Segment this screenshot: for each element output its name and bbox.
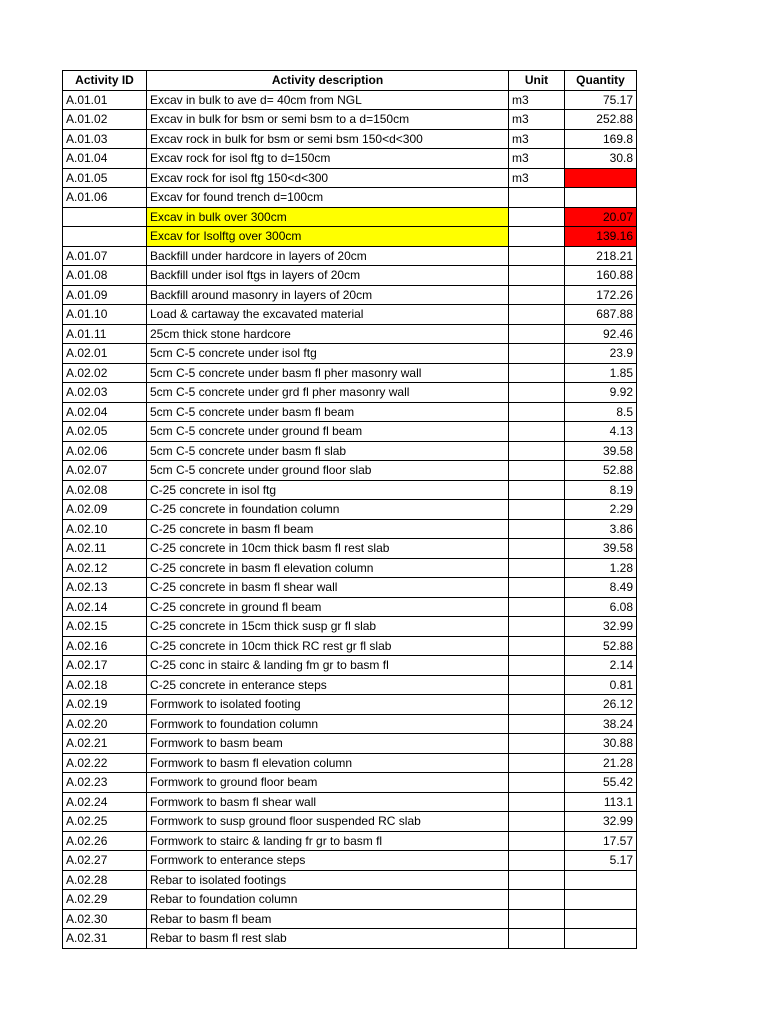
unit-cell[interactable] xyxy=(509,246,565,266)
quantity-cell[interactable]: 8.19 xyxy=(565,480,637,500)
table-row xyxy=(63,753,637,773)
activity-description-cell[interactable]: Backfill under isol ftgs in layers of 20cm xyxy=(147,266,509,286)
unit-cell[interactable] xyxy=(509,285,565,305)
activity-id-cell[interactable] xyxy=(63,227,147,247)
activity-description-cell[interactable]: 5cm C-5 concrete under isol ftg xyxy=(147,344,509,364)
unit-cell[interactable] xyxy=(509,792,565,812)
activity-description-cell[interactable]: Formwork to stairc & landing fr gr to basm fl xyxy=(147,831,509,851)
table-row xyxy=(63,344,637,364)
activity-id-cell[interactable]: A.02.05 xyxy=(63,422,147,442)
quantity-cell[interactable]: 30.8 xyxy=(565,149,637,169)
unit-cell[interactable] xyxy=(509,266,565,286)
quantity-cell[interactable]: 687.88 xyxy=(565,305,637,325)
activity-id-cell[interactable]: A.02.16 xyxy=(63,636,147,656)
activity-id-cell[interactable]: A.02.30 xyxy=(63,909,147,929)
table-row xyxy=(63,285,637,305)
unit-cell[interactable] xyxy=(509,402,565,422)
activity-description-cell[interactable]: Formwork to basm beam xyxy=(147,734,509,754)
table-row xyxy=(63,558,637,578)
activity-id-cell[interactable]: A.02.18 xyxy=(63,675,147,695)
activity-id-cell[interactable]: A.02.29 xyxy=(63,890,147,910)
quantity-cell[interactable]: 9.92 xyxy=(565,383,637,403)
activity-id-cell[interactable]: A.02.02 xyxy=(63,363,147,383)
table-row xyxy=(63,675,637,695)
table-row xyxy=(63,149,637,169)
table-row xyxy=(63,227,637,247)
quantity-cell[interactable] xyxy=(565,168,637,188)
activity-description-cell[interactable]: Excav in bulk for bsm or semi bsm to a d=150cm xyxy=(147,110,509,130)
unit-cell[interactable] xyxy=(509,227,565,247)
activity-id-cell[interactable]: A.02.10 xyxy=(63,519,147,539)
activity-id-cell[interactable]: A.02.04 xyxy=(63,402,147,422)
activity-description-cell[interactable]: Excav rock for isol ftg 150<d<300 xyxy=(147,168,509,188)
quantity-cell[interactable]: 218.21 xyxy=(565,246,637,266)
activity-description-cell[interactable]: 5cm C-5 concrete under ground floor slab xyxy=(147,461,509,481)
quantity-cell[interactable]: 6.08 xyxy=(565,597,637,617)
table-row xyxy=(63,773,637,793)
header-activity-description[interactable]: Activity description xyxy=(147,71,509,91)
quantity-table xyxy=(62,70,637,949)
table-row xyxy=(63,188,637,208)
activity-description-cell[interactable]: Formwork to isolated footing xyxy=(147,695,509,715)
table-row xyxy=(63,870,637,890)
unit-cell[interactable] xyxy=(509,812,565,832)
quantity-cell[interactable]: 17.57 xyxy=(565,831,637,851)
header-row xyxy=(63,71,637,91)
quantity-cell[interactable]: 32.99 xyxy=(565,617,637,637)
table-row xyxy=(63,383,637,403)
unit-cell[interactable]: m3 xyxy=(509,129,565,149)
table-row xyxy=(63,617,637,637)
quantity-cell[interactable]: 55.42 xyxy=(565,773,637,793)
activity-id-cell[interactable]: A.02.26 xyxy=(63,831,147,851)
table-row xyxy=(63,129,637,149)
quantity-cell[interactable] xyxy=(565,870,637,890)
activity-description-cell[interactable]: C-25 concrete in ground fl beam xyxy=(147,597,509,617)
table-row xyxy=(63,890,637,910)
activity-id-cell[interactable]: A.02.31 xyxy=(63,929,147,949)
activity-id-cell[interactable]: A.02.25 xyxy=(63,812,147,832)
quantity-cell[interactable]: 21.28 xyxy=(565,753,637,773)
table-row xyxy=(63,734,637,754)
activity-id-cell[interactable]: A.02.23 xyxy=(63,773,147,793)
unit-cell[interactable] xyxy=(509,636,565,656)
quantity-cell[interactable]: 1.28 xyxy=(565,558,637,578)
activity-description-cell[interactable]: Load & cartaway the excavated material xyxy=(147,305,509,325)
quantity-cell[interactable]: 0.81 xyxy=(565,675,637,695)
quantity-cell[interactable]: 8.49 xyxy=(565,578,637,598)
table-row xyxy=(63,207,637,227)
unit-cell[interactable] xyxy=(509,870,565,890)
table-row xyxy=(63,519,637,539)
activity-description-cell[interactable]: Excav rock for isol ftg to d=150cm xyxy=(147,149,509,169)
quantity-cell[interactable]: 252.88 xyxy=(565,110,637,130)
activity-description-cell[interactable]: 5cm C-5 concrete under grd fl pher masonry wall xyxy=(147,383,509,403)
unit-cell[interactable] xyxy=(509,734,565,754)
activity-id-cell[interactable]: A.02.15 xyxy=(63,617,147,637)
activity-description-cell[interactable]: Rebar to basm fl beam xyxy=(147,909,509,929)
activity-description-cell[interactable]: C-25 concrete in basm fl shear wall xyxy=(147,578,509,598)
quantity-cell[interactable]: 2.14 xyxy=(565,656,637,676)
table-row xyxy=(63,929,637,949)
activity-description-cell[interactable]: C-25 concrete in 10cm thick RC rest gr fl slab xyxy=(147,636,509,656)
quantity-cell[interactable]: 160.88 xyxy=(565,266,637,286)
activity-id-cell[interactable]: A.02.12 xyxy=(63,558,147,578)
table-row xyxy=(63,461,637,481)
activity-id-cell[interactable] xyxy=(63,207,147,227)
activity-id-cell[interactable]: A.01.02 xyxy=(63,110,147,130)
unit-cell[interactable] xyxy=(509,929,565,949)
unit-cell[interactable] xyxy=(509,383,565,403)
table-row xyxy=(63,539,637,559)
activity-description-cell[interactable]: C-25 concrete in basm fl elevation column xyxy=(147,558,509,578)
activity-description-cell[interactable]: C-25 concrete in 15cm thick susp gr fl slab xyxy=(147,617,509,637)
activity-description-cell[interactable]: 5cm C-5 concrete under basm fl slab xyxy=(147,441,509,461)
activity-id-cell[interactable]: A.01.05 xyxy=(63,168,147,188)
activity-description-cell[interactable]: Formwork to foundation column xyxy=(147,714,509,734)
activity-id-cell[interactable]: A.01.11 xyxy=(63,324,147,344)
activity-description-cell[interactable]: C-25 concrete in foundation column xyxy=(147,500,509,520)
table-body xyxy=(63,90,637,948)
activity-description-cell[interactable]: Formwork to basm fl elevation column xyxy=(147,753,509,773)
activity-id-cell[interactable]: A.01.09 xyxy=(63,285,147,305)
table-row xyxy=(63,246,637,266)
quantity-cell[interactable]: 52.88 xyxy=(565,636,637,656)
activity-description-cell[interactable]: 5cm C-5 concrete under basm fl pher masonry wall xyxy=(147,363,509,383)
quantity-cell[interactable]: 23.9 xyxy=(565,344,637,364)
quantity-cell[interactable]: 75.17 xyxy=(565,90,637,110)
quantity-cell[interactable]: 52.88 xyxy=(565,461,637,481)
activity-description-cell[interactable]: C-25 concrete in basm fl beam xyxy=(147,519,509,539)
unit-cell[interactable] xyxy=(509,597,565,617)
quantity-cell[interactable]: 39.58 xyxy=(565,539,637,559)
activity-description-cell[interactable]: Formwork to enterance steps xyxy=(147,851,509,871)
quantity-cell[interactable]: 92.46 xyxy=(565,324,637,344)
activity-description-cell[interactable]: Rebar to basm fl rest slab xyxy=(147,929,509,949)
activity-description-cell[interactable]: Rebar to isolated footings xyxy=(147,870,509,890)
table-row xyxy=(63,792,637,812)
unit-cell[interactable] xyxy=(509,909,565,929)
activity-id-cell[interactable]: A.02.06 xyxy=(63,441,147,461)
table-row xyxy=(63,441,637,461)
table-row xyxy=(63,656,637,676)
activity-id-cell[interactable]: A.02.22 xyxy=(63,753,147,773)
unit-cell[interactable] xyxy=(509,773,565,793)
activity-description-cell[interactable]: Formwork to basm fl shear wall xyxy=(147,792,509,812)
unit-cell[interactable] xyxy=(509,344,565,364)
table-row xyxy=(63,636,637,656)
table-row xyxy=(63,168,637,188)
activity-id-cell[interactable]: A.02.20 xyxy=(63,714,147,734)
unit-cell[interactable] xyxy=(509,519,565,539)
table-row xyxy=(63,500,637,520)
activity-description-cell[interactable]: Formwork to ground floor beam xyxy=(147,773,509,793)
unit-cell[interactable] xyxy=(509,441,565,461)
quantity-cell[interactable] xyxy=(565,909,637,929)
unit-cell[interactable] xyxy=(509,539,565,559)
table-row xyxy=(63,363,637,383)
unit-cell[interactable] xyxy=(509,207,565,227)
activity-description-cell[interactable]: Excav rock in bulk for bsm or semi bsm 150<d<300 xyxy=(147,129,509,149)
activity-id-cell[interactable]: A.02.14 xyxy=(63,597,147,617)
unit-cell[interactable]: m3 xyxy=(509,90,565,110)
table-row xyxy=(63,422,637,442)
activity-id-cell[interactable]: A.02.24 xyxy=(63,792,147,812)
activity-id-cell[interactable]: A.01.08 xyxy=(63,266,147,286)
activity-id-cell[interactable]: A.02.28 xyxy=(63,870,147,890)
activity-description-cell[interactable]: Excav in bulk to ave d= 40cm from NGL xyxy=(147,90,509,110)
table-row xyxy=(63,597,637,617)
unit-cell[interactable] xyxy=(509,851,565,871)
activity-id-cell[interactable]: A.02.03 xyxy=(63,383,147,403)
activity-id-cell[interactable]: A.02.17 xyxy=(63,656,147,676)
unit-cell[interactable] xyxy=(509,890,565,910)
activity-description-cell[interactable]: C-25 conc in stairc & landing fm gr to basm fl xyxy=(147,656,509,676)
quantity-cell[interactable]: 38.24 xyxy=(565,714,637,734)
activity-description-cell[interactable]: C-25 concrete in enterance steps xyxy=(147,675,509,695)
unit-cell[interactable] xyxy=(509,617,565,637)
activity-id-cell[interactable]: A.02.19 xyxy=(63,695,147,715)
activity-description-cell[interactable]: C-25 concrete in 10cm thick basm fl rest slab xyxy=(147,539,509,559)
unit-cell[interactable] xyxy=(509,305,565,325)
quantity-cell[interactable]: 139.16 xyxy=(565,227,637,247)
activity-description-cell[interactable]: Excav in bulk over 300cm xyxy=(147,207,509,227)
activity-description-cell[interactable]: 25cm thick stone hardcore xyxy=(147,324,509,344)
unit-cell[interactable] xyxy=(509,831,565,851)
table-row xyxy=(63,831,637,851)
table-row xyxy=(63,714,637,734)
quantity-cell[interactable]: 39.58 xyxy=(565,441,637,461)
activity-id-cell[interactable]: A.02.27 xyxy=(63,851,147,871)
activity-id-cell[interactable]: A.02.08 xyxy=(63,480,147,500)
activity-id-cell[interactable]: A.01.07 xyxy=(63,246,147,266)
table-row xyxy=(63,110,637,130)
unit-cell[interactable] xyxy=(509,461,565,481)
activity-description-cell[interactable]: Excav for Isolftg over 300cm xyxy=(147,227,509,247)
unit-cell[interactable] xyxy=(509,656,565,676)
table-row xyxy=(63,812,637,832)
activity-description-cell[interactable]: 5cm C-5 concrete under basm fl beam xyxy=(147,402,509,422)
quantity-cell[interactable]: 1.85 xyxy=(565,363,637,383)
unit-cell[interactable] xyxy=(509,695,565,715)
unit-cell[interactable]: m3 xyxy=(509,110,565,130)
table-row xyxy=(63,695,637,715)
table-row xyxy=(63,851,637,871)
quantity-cell[interactable]: 30.88 xyxy=(565,734,637,754)
table-row xyxy=(63,324,637,344)
unit-cell[interactable]: m3 xyxy=(509,149,565,169)
activity-id-cell[interactable]: A.01.06 xyxy=(63,188,147,208)
quantity-cell[interactable]: 172.26 xyxy=(565,285,637,305)
quantity-cell[interactable]: 8.5 xyxy=(565,402,637,422)
quantity-cell[interactable] xyxy=(565,890,637,910)
unit-cell[interactable] xyxy=(509,480,565,500)
unit-cell[interactable] xyxy=(509,188,565,208)
quantity-cell[interactable]: 4.13 xyxy=(565,422,637,442)
header-unit[interactable]: Unit xyxy=(509,71,565,91)
activity-id-cell[interactable]: A.02.01 xyxy=(63,344,147,364)
header-quantity[interactable]: Quantity xyxy=(565,71,637,91)
table-row xyxy=(63,266,637,286)
table-row xyxy=(63,402,637,422)
activity-description-cell[interactable]: Backfill around masonry in layers of 20cm xyxy=(147,285,509,305)
quantity-cell[interactable] xyxy=(565,929,637,949)
unit-cell[interactable] xyxy=(509,324,565,344)
unit-cell[interactable] xyxy=(509,753,565,773)
quantity-cell[interactable]: 113.1 xyxy=(565,792,637,812)
unit-cell[interactable] xyxy=(509,422,565,442)
activity-description-cell[interactable]: Backfill under hardcore in layers of 20cm xyxy=(147,246,509,266)
unit-cell[interactable] xyxy=(509,675,565,695)
quantity-cell[interactable]: 3.86 xyxy=(565,519,637,539)
quantity-cell[interactable] xyxy=(565,188,637,208)
activity-description-cell[interactable]: Rebar to foundation column xyxy=(147,890,509,910)
table-row xyxy=(63,578,637,598)
quantity-cell[interactable]: 2.29 xyxy=(565,500,637,520)
activity-id-cell[interactable]: A.02.11 xyxy=(63,539,147,559)
quantity-cell[interactable]: 20.07 xyxy=(565,207,637,227)
quantity-cell[interactable]: 169.8 xyxy=(565,129,637,149)
quantity-cell[interactable]: 26.12 xyxy=(565,695,637,715)
activity-description-cell[interactable]: Formwork to susp ground floor suspended RC slab xyxy=(147,812,509,832)
activity-id-cell[interactable]: A.01.01 xyxy=(63,90,147,110)
activity-id-cell[interactable]: A.02.21 xyxy=(63,734,147,754)
unit-cell[interactable] xyxy=(509,578,565,598)
table-row xyxy=(63,909,637,929)
unit-cell[interactable] xyxy=(509,558,565,578)
activity-description-cell[interactable]: 5cm C-5 concrete under ground fl beam xyxy=(147,422,509,442)
quantity-cell[interactable]: 32.99 xyxy=(565,812,637,832)
activity-id-cell[interactable]: A.02.13 xyxy=(63,578,147,598)
unit-cell[interactable] xyxy=(509,714,565,734)
activity-id-cell[interactable]: A.01.04 xyxy=(63,149,147,169)
header-activity-id[interactable]: Activity ID xyxy=(63,71,147,91)
table-row xyxy=(63,305,637,325)
activity-id-cell[interactable]: A.02.09 xyxy=(63,500,147,520)
unit-cell[interactable] xyxy=(509,500,565,520)
unit-cell[interactable]: m3 xyxy=(509,168,565,188)
activity-description-cell[interactable]: C-25 concrete in isol ftg xyxy=(147,480,509,500)
activity-id-cell[interactable]: A.02.07 xyxy=(63,461,147,481)
activity-id-cell[interactable]: A.01.10 xyxy=(63,305,147,325)
quantity-cell[interactable]: 5.17 xyxy=(565,851,637,871)
activity-id-cell[interactable]: A.01.03 xyxy=(63,129,147,149)
table-row xyxy=(63,90,637,110)
unit-cell[interactable] xyxy=(509,363,565,383)
activity-description-cell[interactable]: Excav for found trench d=100cm xyxy=(147,188,509,208)
table-row xyxy=(63,480,637,500)
